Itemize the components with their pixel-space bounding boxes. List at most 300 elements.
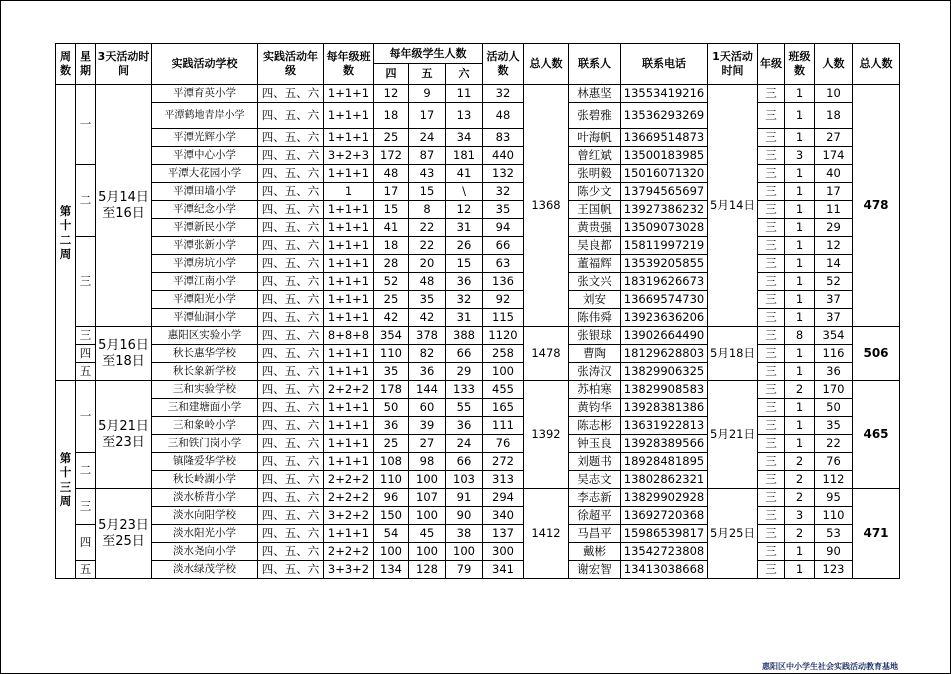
header-contact: 联系人 — [569, 44, 621, 85]
school-name: 秋长象新学校 — [152, 363, 258, 381]
people-count: 110 — [815, 507, 853, 525]
grade5-count: 378 — [409, 327, 446, 345]
grade4-count: 15 — [374, 201, 409, 219]
table-row — [56, 103, 900, 129]
grade6-count: 31 — [446, 309, 483, 327]
weekday-cell: 二 — [76, 165, 96, 237]
grade6-count: 181 — [446, 147, 483, 165]
classes-per-grade: 1+1+1 — [324, 85, 374, 103]
contact-phone: 13902664490 — [621, 327, 708, 345]
contact-name: 戴彬 — [569, 543, 621, 561]
contact-phone: 13500183985 — [621, 147, 708, 165]
activity-count: 76 — [483, 435, 524, 453]
table-row — [56, 183, 900, 201]
contact-name: 张文兴 — [569, 273, 621, 291]
one-day-date: 5月25日 — [708, 489, 758, 579]
week-label: 第十二周 — [56, 85, 76, 381]
grade-level: 三 — [758, 237, 785, 255]
contact-name: 曹陶 — [569, 345, 621, 363]
grade-level: 三 — [758, 327, 785, 345]
contact-name: 刘题书 — [569, 453, 621, 471]
class-count: 1 — [785, 363, 815, 381]
activity-count: 35 — [483, 201, 524, 219]
one-day-date: 5月14日 — [708, 85, 758, 327]
table-row — [56, 219, 900, 237]
activity-count: 455 — [483, 381, 524, 399]
school-name: 三和铁门岗小学 — [152, 435, 258, 453]
grade4-count: 52 — [374, 273, 409, 291]
grade6-count: 34 — [446, 129, 483, 147]
grade6-count: \ — [446, 183, 483, 201]
class-count: 1 — [785, 183, 815, 201]
grade4-count: 178 — [374, 381, 409, 399]
contact-phone: 18928481895 — [621, 453, 708, 471]
school-name: 秋长岭湖小学 — [152, 471, 258, 489]
activity-count: 100 — [483, 363, 524, 381]
class-count: 1 — [785, 129, 815, 147]
grade-range: 四、五、六 — [258, 363, 324, 381]
contact-name: 叶海帆 — [569, 129, 621, 147]
contact-phone: 13413038668 — [621, 561, 708, 579]
grade5-count: 8 — [409, 201, 446, 219]
grade4-count: 100 — [374, 543, 409, 561]
grade-range: 四、五、六 — [258, 507, 324, 525]
people-count: 40 — [815, 165, 853, 183]
contact-phone: 15016071320 — [621, 165, 708, 183]
grade5-count: 45 — [409, 525, 446, 543]
classes-per-grade: 1+1+1 — [324, 255, 374, 273]
classes-per-grade: 1+1+1 — [324, 453, 374, 471]
header-week: 周数 — [56, 44, 76, 85]
class-count: 1 — [785, 201, 815, 219]
grade-range: 四、五、六 — [258, 381, 324, 399]
grade-range: 四、五、六 — [258, 291, 324, 309]
grade4-count: 134 — [374, 561, 409, 579]
grade-range: 四、五、六 — [258, 489, 324, 507]
people-count: 12 — [815, 237, 853, 255]
group-total: 1412 — [524, 489, 569, 579]
grade-level: 三 — [758, 201, 785, 219]
people-count: 95 — [815, 489, 853, 507]
classes-per-grade: 1+1+1 — [324, 417, 374, 435]
group-total: 1478 — [524, 327, 569, 381]
grade6-count: 15 — [446, 255, 483, 273]
grade4-count: 35 — [374, 363, 409, 381]
school-name: 平潭育英小学 — [152, 85, 258, 103]
contact-phone: 13553419216 — [621, 85, 708, 103]
table-row — [56, 507, 900, 525]
table-row — [56, 309, 900, 327]
grade5-count: 15 — [409, 183, 446, 201]
header-school: 实践活动学校 — [152, 44, 258, 85]
table-row — [56, 525, 900, 543]
grade-level: 三 — [758, 399, 785, 417]
grade6-count: 79 — [446, 561, 483, 579]
school-name: 平潭阳光小学 — [152, 291, 258, 309]
activity-count: 92 — [483, 291, 524, 309]
contact-name: 张涛汉 — [569, 363, 621, 381]
class-count: 8 — [785, 327, 815, 345]
classes-per-grade: 1+1+1 — [324, 345, 374, 363]
grade4-count: 36 — [374, 417, 409, 435]
grade4-count: 25 — [374, 129, 409, 147]
grade-level: 三 — [758, 309, 785, 327]
classes-per-grade: 1 — [324, 183, 374, 201]
activity-count: 94 — [483, 219, 524, 237]
header-phone: 联系电话 — [621, 44, 708, 85]
classes-per-grade: 3+2+2 — [324, 507, 374, 525]
school-name: 平潭鹤地青岸小学 — [152, 103, 258, 129]
header-total: 总人数 — [524, 44, 569, 85]
contact-phone: 13927386232 — [621, 201, 708, 219]
contact-phone: 13669514873 — [621, 129, 708, 147]
school-name: 惠阳区实验小学 — [152, 327, 258, 345]
grade-range: 四、五、六 — [258, 525, 324, 543]
class-count: 1 — [785, 561, 815, 579]
header-grade6: 六 — [446, 64, 483, 85]
grade-level: 三 — [758, 381, 785, 399]
activity-count: 340 — [483, 507, 524, 525]
one-day-total: 471 — [853, 489, 900, 579]
contact-phone: 13692720368 — [621, 507, 708, 525]
table-row — [56, 471, 900, 489]
activity-dates: 5月21日至23日 — [96, 381, 152, 489]
grade4-count: 110 — [374, 471, 409, 489]
class-count: 1 — [785, 103, 815, 129]
people-count: 53 — [815, 525, 853, 543]
grade-level: 三 — [758, 471, 785, 489]
table-row — [56, 291, 900, 309]
one-day-date: 5月18日 — [708, 327, 758, 381]
grade-range: 四、五、六 — [258, 255, 324, 273]
class-count: 1 — [785, 309, 815, 327]
table-row — [56, 543, 900, 561]
class-count: 1 — [785, 255, 815, 273]
school-name: 平潭田墙小学 — [152, 183, 258, 201]
header-grade: 实践活动年级 — [258, 44, 324, 85]
contact-phone: 13802862321 — [621, 471, 708, 489]
school-name: 淡水绿茂学校 — [152, 561, 258, 579]
classes-per-grade: 1+1+1 — [324, 399, 374, 417]
grade-level: 三 — [758, 183, 785, 201]
grade-level: 三 — [758, 345, 785, 363]
people-count: 35 — [815, 417, 853, 435]
classes-per-grade: 1+1+1 — [324, 165, 374, 183]
school-name: 平潭光辉小学 — [152, 129, 258, 147]
classes-per-grade: 3+3+2 — [324, 561, 374, 579]
contact-name: 曾红斌 — [569, 147, 621, 165]
school-name: 平潭新民小学 — [152, 219, 258, 237]
people-count: 37 — [815, 291, 853, 309]
activity-count: 272 — [483, 453, 524, 471]
school-name: 平潭房坑小学 — [152, 255, 258, 273]
grade-range: 四、五、六 — [258, 327, 324, 345]
grade4-count: 18 — [374, 237, 409, 255]
class-count: 1 — [785, 291, 815, 309]
grade6-count: 11 — [446, 85, 483, 103]
grade-level: 三 — [758, 219, 785, 237]
activity-count: 165 — [483, 399, 524, 417]
contact-name: 谢宏智 — [569, 561, 621, 579]
header-classes: 每年级班数 — [324, 44, 374, 85]
header-grade-level: 年级 — [758, 44, 785, 85]
activity-count: 1120 — [483, 327, 524, 345]
grade4-count: 172 — [374, 147, 409, 165]
grade-level: 三 — [758, 525, 785, 543]
grade4-count: 25 — [374, 435, 409, 453]
people-count: 22 — [815, 435, 853, 453]
contact-name: 吴志文 — [569, 471, 621, 489]
contact-name: 马昌平 — [569, 525, 621, 543]
people-count: 29 — [815, 219, 853, 237]
grade5-count: 87 — [409, 147, 446, 165]
activity-count: 137 — [483, 525, 524, 543]
contact-name: 李志新 — [569, 489, 621, 507]
school-name: 淡水向阳学校 — [152, 507, 258, 525]
activity-count: 115 — [483, 309, 524, 327]
grade4-count: 42 — [374, 309, 409, 327]
header-students-per-grade: 每年级学生人数 — [374, 44, 483, 64]
people-count: 52 — [815, 273, 853, 291]
grade5-count: 22 — [409, 237, 446, 255]
classes-per-grade: 1+1+1 — [324, 201, 374, 219]
class-count: 1 — [785, 345, 815, 363]
one-day-total: 506 — [853, 327, 900, 381]
class-count: 1 — [785, 543, 815, 561]
grade5-count: 100 — [409, 471, 446, 489]
grade-range: 四、五、六 — [258, 165, 324, 183]
grade5-count: 82 — [409, 345, 446, 363]
grade4-count: 18 — [374, 103, 409, 129]
header-period3: 3天活动时间 — [96, 44, 152, 85]
contact-phone: 13829906325 — [621, 363, 708, 381]
grade4-count: 41 — [374, 219, 409, 237]
contact-name: 王国帆 — [569, 201, 621, 219]
contact-phone: 13669574730 — [621, 291, 708, 309]
grade5-count: 36 — [409, 363, 446, 381]
grade6-count: 66 — [446, 345, 483, 363]
activity-count: 132 — [483, 165, 524, 183]
activity-count: 258 — [483, 345, 524, 363]
header-activity-count: 活动人数 — [483, 44, 524, 85]
contact-phone: 13928389566 — [621, 435, 708, 453]
grade-level: 三 — [758, 147, 785, 165]
contact-name: 陈伟舜 — [569, 309, 621, 327]
school-name: 三和建塘面小学 — [152, 399, 258, 417]
classes-per-grade: 2+2+2 — [324, 381, 374, 399]
grade4-count: 108 — [374, 453, 409, 471]
grade-level: 三 — [758, 255, 785, 273]
people-count: 27 — [815, 129, 853, 147]
contact-phone: 13829908583 — [621, 381, 708, 399]
people-count: 174 — [815, 147, 853, 165]
grade-level: 三 — [758, 435, 785, 453]
contact-name: 张银球 — [569, 327, 621, 345]
grade6-count: 41 — [446, 165, 483, 183]
activity-count: 83 — [483, 129, 524, 147]
header-total2: 总人数 — [853, 44, 900, 85]
classes-per-grade: 8+8+8 — [324, 327, 374, 345]
table-row — [56, 129, 900, 147]
contact-name: 钟玉良 — [569, 435, 621, 453]
class-count: 1 — [785, 237, 815, 255]
grade5-count: 27 — [409, 435, 446, 453]
grade6-count: 26 — [446, 237, 483, 255]
classes-per-grade: 1+1+1 — [324, 525, 374, 543]
grade-level: 三 — [758, 561, 785, 579]
people-count: 116 — [815, 345, 853, 363]
grade-level: 三 — [758, 273, 785, 291]
contact-phone: 13539205855 — [621, 255, 708, 273]
classes-per-grade: 1+1+1 — [324, 309, 374, 327]
activity-count: 341 — [483, 561, 524, 579]
classes-per-grade: 3+2+3 — [324, 147, 374, 165]
grade5-count: 144 — [409, 381, 446, 399]
grade6-count: 100 — [446, 543, 483, 561]
grade-level: 三 — [758, 363, 785, 381]
contact-phone: 15811997219 — [621, 237, 708, 255]
one-day-total: 465 — [853, 381, 900, 489]
activity-dates: 5月23日至25日 — [96, 489, 152, 579]
grade-level: 三 — [758, 129, 785, 147]
grade5-count: 128 — [409, 561, 446, 579]
class-count: 1 — [785, 417, 815, 435]
grade-level: 三 — [758, 489, 785, 507]
grade5-count: 60 — [409, 399, 446, 417]
grade4-count: 96 — [374, 489, 409, 507]
weekday-cell: 三 — [76, 237, 96, 327]
class-count: 1 — [785, 165, 815, 183]
grade6-count: 103 — [446, 471, 483, 489]
table-row — [56, 399, 900, 417]
grade5-count: 17 — [409, 103, 446, 129]
contact-phone: 15986539817 — [621, 525, 708, 543]
table-row — [56, 489, 900, 507]
contact-name: 苏柏寒 — [569, 381, 621, 399]
grade4-count: 150 — [374, 507, 409, 525]
contact-phone: 18319626673 — [621, 273, 708, 291]
one-day-total: 478 — [853, 85, 900, 327]
contact-phone: 13923636206 — [621, 309, 708, 327]
weekday-cell: 三 — [76, 489, 96, 525]
grade5-count: 35 — [409, 291, 446, 309]
grade4-count: 17 — [374, 183, 409, 201]
grade-range: 四、五、六 — [258, 435, 324, 453]
class-count: 3 — [785, 507, 815, 525]
people-count: 17 — [815, 183, 853, 201]
grade-range: 四、五、六 — [258, 345, 324, 363]
grade-range: 四、五、六 — [258, 417, 324, 435]
grade4-count: 50 — [374, 399, 409, 417]
school-name: 秋长惠华学校 — [152, 345, 258, 363]
school-name: 平潭张新小学 — [152, 237, 258, 255]
school-name: 平潭中心小学 — [152, 147, 258, 165]
classes-per-grade: 1+1+1 — [324, 129, 374, 147]
header-weekday: 星期 — [76, 44, 96, 85]
contact-name: 张明毅 — [569, 165, 621, 183]
table-row — [56, 381, 900, 399]
classes-per-grade: 2+2+2 — [324, 471, 374, 489]
header-row-1 — [56, 44, 900, 64]
contact-name: 董福辉 — [569, 255, 621, 273]
grade-level: 三 — [758, 85, 785, 103]
footer-note: 惠阳区中小学生社会实践活动教育基地 — [762, 662, 898, 671]
grade-range: 四、五、六 — [258, 399, 324, 417]
people-count: 354 — [815, 327, 853, 345]
school-name: 淡水桥背小学 — [152, 489, 258, 507]
contact-phone: 13631922813 — [621, 417, 708, 435]
grade-range: 四、五、六 — [258, 85, 324, 103]
grade-level: 三 — [758, 417, 785, 435]
table-row — [56, 201, 900, 219]
table-row — [56, 327, 900, 345]
activity-count: 66 — [483, 237, 524, 255]
school-name: 平潭江南小学 — [152, 273, 258, 291]
grade5-count: 100 — [409, 507, 446, 525]
table-row — [56, 417, 900, 435]
grade4-count: 354 — [374, 327, 409, 345]
classes-per-grade: 1+1+1 — [324, 103, 374, 129]
people-count: 10 — [815, 85, 853, 103]
class-count: 1 — [785, 219, 815, 237]
grade4-count: 12 — [374, 85, 409, 103]
weekday-cell: 一 — [76, 381, 96, 453]
school-name: 平潭仙洞小学 — [152, 309, 258, 327]
grade6-count: 66 — [446, 453, 483, 471]
school-name: 平潭大花园小学 — [152, 165, 258, 183]
activity-count: 48 — [483, 103, 524, 129]
contact-name: 徐超平 — [569, 507, 621, 525]
activity-count: 136 — [483, 273, 524, 291]
people-count: 37 — [815, 309, 853, 327]
weekday-cell: 三 — [76, 327, 96, 345]
grade5-count: 24 — [409, 129, 446, 147]
grade6-count: 36 — [446, 273, 483, 291]
classes-per-grade: 1+1+1 — [324, 363, 374, 381]
activity-dates: 5月14日至16日 — [96, 85, 152, 327]
table-row — [56, 363, 900, 381]
grade-range: 四、五、六 — [258, 237, 324, 255]
table-row — [56, 237, 900, 255]
table-row — [56, 435, 900, 453]
weekday-cell: 四 — [76, 345, 96, 363]
contact-name: 吴良都 — [569, 237, 621, 255]
grade5-count: 98 — [409, 453, 446, 471]
grade6-count: 388 — [446, 327, 483, 345]
header-grade5: 五 — [409, 64, 446, 85]
contact-phone: 13829902928 — [621, 489, 708, 507]
class-count: 3 — [785, 147, 815, 165]
class-count: 2 — [785, 471, 815, 489]
contact-phone: 13928381386 — [621, 399, 708, 417]
activity-count: 440 — [483, 147, 524, 165]
header-grade4: 四 — [374, 64, 409, 85]
table-row — [56, 345, 900, 363]
weekday-cell: 一 — [76, 85, 96, 165]
grade-level: 三 — [758, 543, 785, 561]
classes-per-grade: 1+1+1 — [324, 219, 374, 237]
school-name: 淡水尧向小学 — [152, 543, 258, 561]
header-period1: 1天活动时间 — [708, 44, 758, 85]
contact-name: 黄贵强 — [569, 219, 621, 237]
activity-count: 294 — [483, 489, 524, 507]
grade4-count: 25 — [374, 291, 409, 309]
activity-count: 313 — [483, 471, 524, 489]
contact-phone: 13536293269 — [621, 103, 708, 129]
activity-count: 32 — [483, 183, 524, 201]
header-people: 人数 — [815, 44, 853, 85]
people-count: 18 — [815, 103, 853, 129]
